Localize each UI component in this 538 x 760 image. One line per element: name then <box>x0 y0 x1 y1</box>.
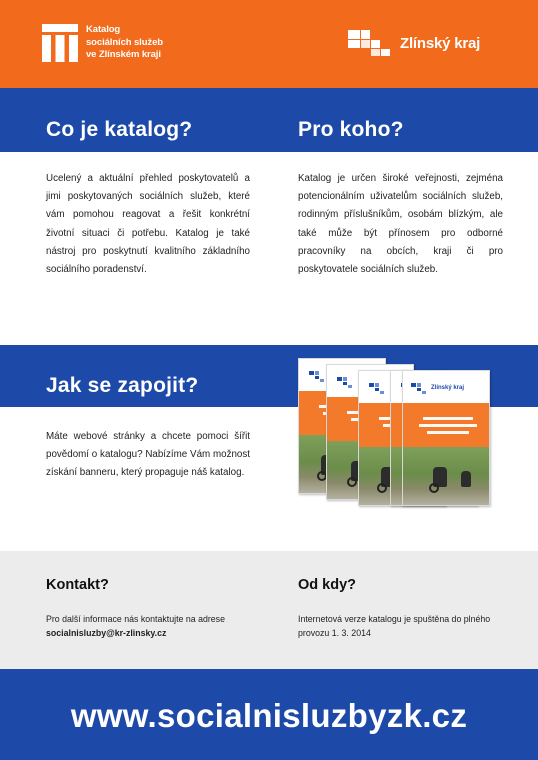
catalog-logo-line-3: ve Zlínském kraji <box>86 49 161 60</box>
brochure-logo-icon <box>369 383 387 395</box>
region-logo <box>348 30 480 56</box>
what-title: Co je katalog? <box>46 118 193 141</box>
brochure-logo-icon <box>309 371 327 383</box>
contact-email-link[interactable]: socialnisluzby@kr-zlinsky.cz <box>46 628 167 639</box>
join-text: Máte webové stránky a chcete pomoci šířit povědomí o katalogu? Nabízíme Vám možnost získání banneru, který propaguje náš katalog. <box>46 431 250 479</box>
brochures-image <box>298 358 494 508</box>
website-url-link[interactable]: www.socialnisluzbyzk.cz <box>70 697 468 734</box>
catalog-logo <box>42 24 163 62</box>
contact-title: Kontakt? <box>46 577 109 593</box>
info-band <box>0 551 538 669</box>
brochure-front <box>402 370 490 506</box>
since-text: Internetová verze katalogu je spuštěna do plného provozu 1. 3. 2014 <box>298 614 491 639</box>
join-title: Jak se zapojit? <box>46 374 199 397</box>
contact-text-prefix: Pro další informace nás kontaktujte na adrese <box>46 614 225 624</box>
brochure-logo-text: Zlínský kraj <box>431 385 465 391</box>
catalog-logo-line-2: sociálních služeb <box>86 36 163 48</box>
brochure-logo-icon <box>411 383 429 395</box>
catalog-logo-line-1: Katalog <box>86 24 121 35</box>
what-text: Ucelený a aktuální přehled poskytovatelů a jimi poskytovaných sociálních služeb, které vám pomohou reagovat a řešit konkrétní životní situaci či potřebu. Katalog je také nástroj pro poskytnutí kvalitního základního sociálního poradenství. <box>46 173 250 276</box>
catalog-logo-text <box>86 24 163 62</box>
who-text: Katalog je určen široké veřejnosti, zejména potencionálním uživatelům sociálních služeb, rodinným příslušníkům, osobám blízkým, ale také může být přínosem pro odborné pracovníky na obcích, kraji či pro poskytovatele sociálních služeb. <box>298 173 503 276</box>
catalog-logo-icon <box>42 24 78 62</box>
contact-text <box>46 612 246 641</box>
header-bar <box>0 0 538 88</box>
who-title: Pro koho? <box>298 118 404 141</box>
region-logo-text: Zlínský kraj <box>400 34 481 52</box>
region-logo-icon <box>348 30 394 56</box>
brochure-logo-icon <box>337 377 355 389</box>
since-title: Od kdy? <box>298 577 357 593</box>
